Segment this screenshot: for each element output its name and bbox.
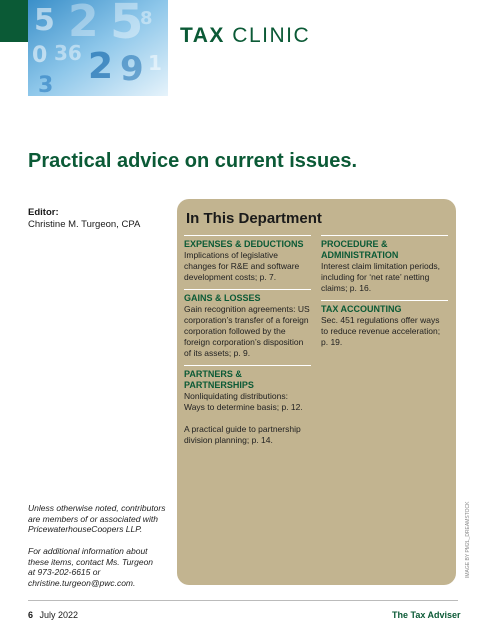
section-title-rest: CLINIC	[232, 24, 311, 47]
svg-text:0: 0	[32, 43, 48, 68]
entry-text: Sec. 451 regulations offer ways to reduce revenue acceleration; p. 19.	[321, 315, 441, 347]
entry-text: Interest claim limitation periods, including for ‘net rate’ netting claims; p. 16.	[321, 261, 441, 293]
department-entry	[321, 235, 448, 294]
page-headline: Practical advice on current issues.	[28, 150, 358, 172]
department-entry	[184, 365, 311, 413]
department-entry	[321, 300, 448, 348]
editor-label: Editor:	[28, 207, 59, 218]
section-title-bold: TAX	[180, 24, 225, 47]
svg-text:36: 36	[54, 41, 82, 65]
svg-text:3: 3	[38, 73, 54, 96]
entry-heading: PARTNERS & PARTNERSHIPS	[184, 369, 254, 390]
entry-heading: PROCEDURE & ADMINISTRATION	[321, 239, 399, 260]
department-right-column	[321, 235, 448, 354]
image-credit: IMAGE BY PM2L_DREAMSTOCK	[465, 501, 471, 578]
publication-name: The Tax Adviser	[392, 610, 461, 620]
entry-text: Gain recognition agreements: US corporation’s transfer of a foreign corporation followed by the foreign corporation’s disposition of its assets; p. 9.	[184, 304, 310, 358]
svg-text:9: 9	[120, 49, 144, 89]
entry-text: Implications of legislative changes for R&E and software development costs; p. 7.	[184, 250, 300, 282]
department-entry	[184, 421, 311, 446]
editor-name: Christine M. Turgeon, CPA	[28, 219, 141, 230]
department-panel	[177, 199, 456, 585]
department-title: In This Department	[186, 210, 322, 227]
department-entry	[184, 289, 311, 359]
svg-text:5: 5	[34, 3, 55, 38]
entry-text: A practical guide to partnership division planning; p. 14.	[184, 424, 301, 445]
contact-note: For additional information about these items, contact Ms. Turgeon at 973-202-6615 or christine.turgeon@pwc.com.	[28, 546, 154, 588]
svg-text:5: 5	[110, 0, 144, 50]
entry-heading: GAINS & LOSSES	[184, 293, 261, 303]
svg-text:2: 2	[68, 0, 99, 47]
brand-color-bar	[0, 0, 28, 42]
department-left-column	[184, 235, 311, 452]
numbers-hero-image	[28, 0, 168, 96]
footer-page-info	[28, 610, 78, 620]
contributors-note: Unless otherwise noted, contributors are members of or associated with PricewaterhouseCoopers LLP.	[28, 503, 166, 534]
svg-text:2: 2	[88, 46, 114, 87]
issue-date: July 2022	[39, 610, 79, 620]
department-entry	[184, 235, 311, 283]
editor-block	[28, 207, 140, 231]
page-number: 6	[28, 610, 34, 620]
svg-text:8: 8	[140, 8, 153, 29]
svg-text:1: 1	[148, 51, 162, 75]
entry-text: Nonliquidating distributions: Ways to determine basis; p. 12.	[184, 391, 303, 412]
entry-heading: TAX ACCOUNTING	[321, 304, 402, 314]
entry-heading: EXPENSES & DEDUCTIONS	[184, 239, 304, 249]
footer-divider	[28, 600, 458, 601]
section-title	[180, 24, 310, 48]
